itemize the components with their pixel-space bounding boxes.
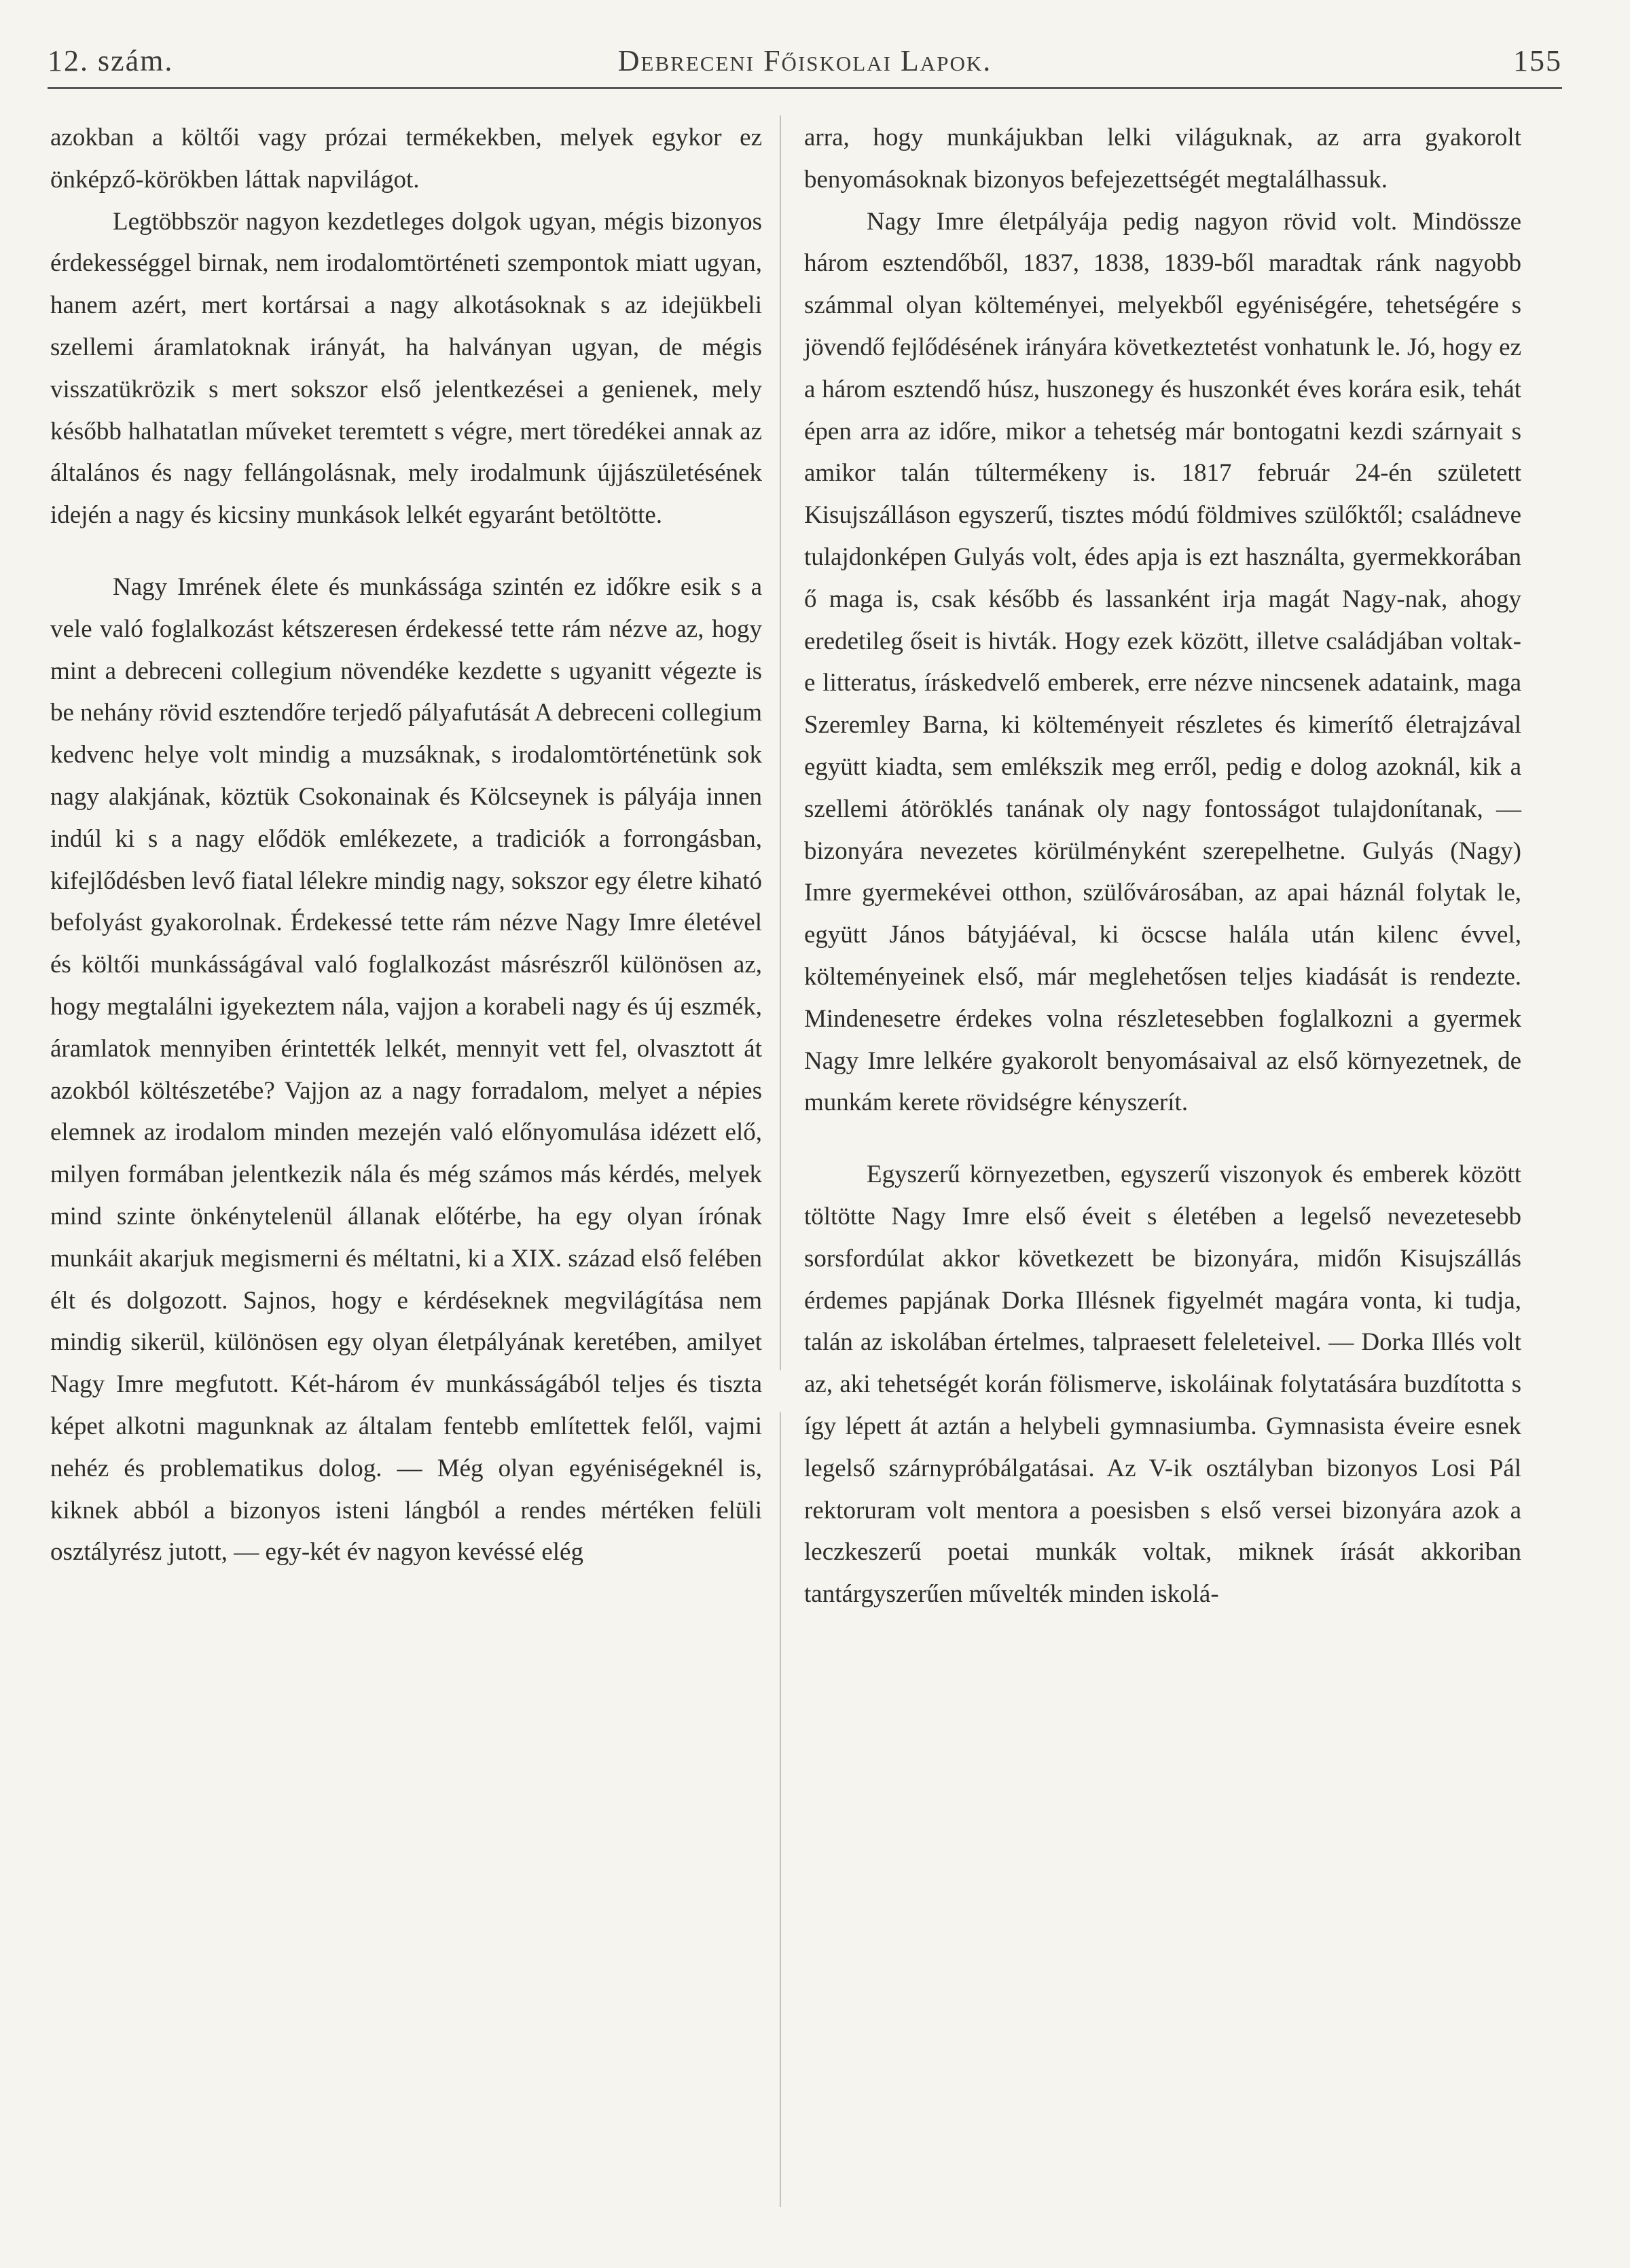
- paragraph: arra, hogy munkájukban lelki világuknak, az arra gyakorolt benyomásoknak bizonyos befejezettségét megtalálhassuk.: [804, 124, 1521, 194]
- paragraph: azokban a költői vagy prózai termékekben, melyek egykor ez önképző-körökben láttak napvilágot.: [50, 124, 762, 194]
- paragraph: Nagy Imre életpályája pedig nagyon rövid volt. Mindössze három esztendőből, 1837, 1838, 1839-ből maradtak ránk nagyobb számmal olyan költeményei, melyekből egyéniségére, tehetségére s jövendő fejlődésének irányára következtetést vonhatunk le. Jó, hogy ez a három esztendő húsz, huszonegy és huszonkét éves korára esik, tehát épen arra az időre, mikor a tehetség már bontogatni kezdi szárnyait s amikor talán túltermékeny is. 1817 február 24-én született Kisujszálláson egyszerű, tisztes módú földmives szülőktől; családneve tulajdonképen Gulyás volt, édes apja is ezt használta, gyermekkorában ő maga is, csak később és lassanként irja magát Nagy-nak, ahogy eredetileg őseit is hivták. Hogy ezek között, illetve családjában voltak-e litteratus, íráskedvelő emberek, erre nézve nincsenek adataink, maga Szeremley Barna, ki költeményeit részletes és kimerítő életrajzával együtt kiadta, sem emlékszik meg erről, pedig e dolog azoknál, kik a szellemi átöröklés tanának oly nagy fontosságot tulajdonítanak, — bizonyára nevezetes körülményként szerepelhetne. Gulyás (Nagy) Imre gyermekévei otthon, szülővárosában, az apai háznál folytak le, együtt János bátyjáéval, ki öcscse halála után kilenc évvel, költeményeinek első, már meglehetősen teljes kiadását is rendezte. Mindenesetre érdekes volna részletesebben foglalkozni a gyermek Nagy Imre lelkére gyakorolt benyomásaival az első környezetnek, de munkám kerete rövidségre kényszerít.: [804, 207, 1521, 1117]
- right-column: [804, 117, 1521, 1615]
- page-number: 155: [1513, 44, 1562, 77]
- left-column: [50, 117, 762, 1573]
- journal-title: Debreceni Főiskolai Lapok.: [617, 44, 992, 77]
- paragraph-gap: [50, 536, 762, 566]
- column-divider: [780, 115, 781, 2207]
- paragraph: Legtöbbször nagyon kezdetleges dolgok ugyan, mégis bizonyos érdekességgel birnak, nem irodalomtörténeti szempontok miatt ugyan, hanem azért, mert kortársai a nagy alkotásoknak s az idejükbeli szellemi áramlatoknak irányát, ha halványan ugyan, de mégis visszatükrözik s mert sokszor első jelentkezései a genienek, mely később halhatatlan műveket teremtett s végre, mert töredékei annak az általános és nagy fellángolásnak, mely irodalmunk újjászületésének idején a nagy és kicsiny munkások lelkét egyaránt betöltötte.: [50, 207, 762, 530]
- running-header: [48, 39, 1562, 89]
- issue-number: 12. szám.: [48, 44, 174, 77]
- paragraph-gap: [804, 1124, 1521, 1154]
- paragraph: Egyszerű környezetben, egyszerű viszonyok és emberek között töltötte Nagy Imre első éveit s életében a legelső nevezetesebb sorsfordúlat akkor következett be bizonyára, midőn Kisujszállás érdemes papjának Dorka Illésnek figyelmét magára vonta, ki tudja, talán az iskolában értelmes, talpraesett feleleteivel. — Dorka Illés volt az, aki tehetségét korán fölismerve, iskoláinak folytatására buzdította s így lépett át aztán a helybeli gymnasiumba. Gymnasista éveire esnek legelső szárnypróbálgatásai. Az V-ik osztályban bizonyos Losi Pál rektoruram volt mentora a poesisben s első versei bizonyára azok a leczkeszerű poetai munkák voltak, miknek írását akkoriban tantárgyszerűen művelték minden iskolá-: [804, 1160, 1521, 1609]
- paragraph: Nagy Imrének élete és munkássága szintén ez időkre esik s a vele való foglalkozást kétszeresen érdekessé tette rám nézve az, hogy mint a debreceni collegium növendéke kezdette s ugyanitt végezte is be nehány rövid esztendőre terjedő pályafutását A debreceni collegium kedvenc helye volt mindig a muzsáknak, s irodalomtörténetünk sok nagy alakjának, köztük Csokonainak és Kölcseynek is pályája innen indúl ki s a nagy elődök emlékezete, a tradiciók a forrongásban, kifejlődésben levő fiatal lélekre mindig nagy, sokszor egy életre kiható befolyást gyakorolnak. Érdekessé tette rám nézve Nagy Imre életével és költői munkásságával való foglalkozást másrészről különösen az, hogy megtalálni igyekeztem nála, vajjon a korabeli nagy és új eszmék, áramlatok mennyiben érintették lelkét, mennyit vett fel, olvasztott át azokból költészetébe? Vajjon az a nagy forradalom, melyet a népies elemnek az irodalom minden mezején való előnyomulása idézett elő, milyen formában jelentkezik nála és még számos más kérdés, melyek mind szinte önkénytelenül állanak előtérbe, ha egy olyan írónak munkáit akarjuk megismerni és méltatni, ki a XIX. század első felében élt és dolgozott. Sajnos, hogy e kérdéseknek megvilágítása nem mindig sikerül, különösen egy olyan életpályának keretében, amilyet Nagy Imre megfutott. Két-három év munkásságából teljes és tiszta képet alkotni magunknak az általam fentebb említettek felől, vajmi nehéz és problematikus dolog. — Még olyan egyéniségeknél is, kiknek abból a bizonyos isteni lángból a rendes mértéken felüli osztályrész jutott, — egy-két év nagyon kevéssé elég: [50, 572, 762, 1567]
